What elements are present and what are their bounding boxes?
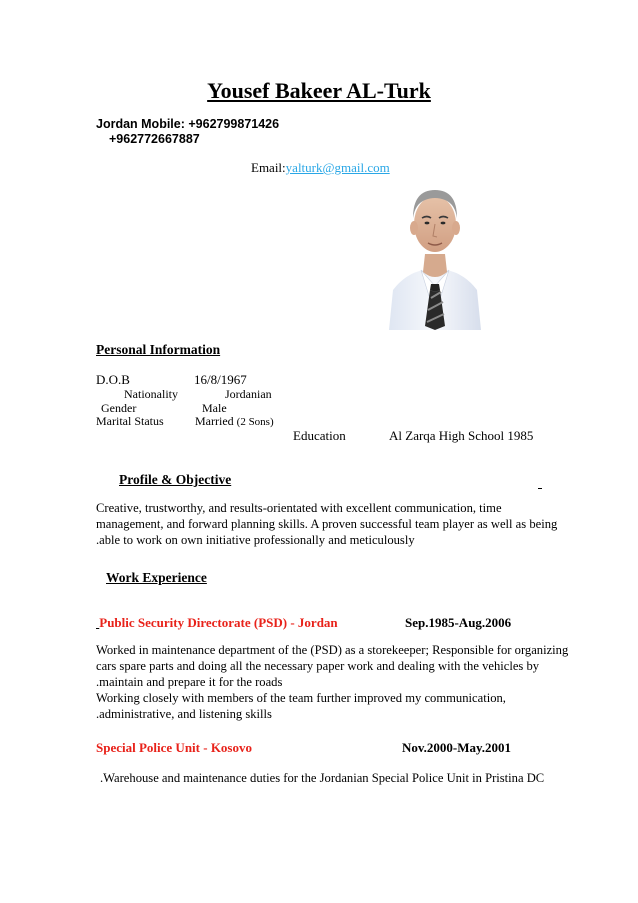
work-title: Work Experience — [106, 570, 207, 585]
job-line: Worked in maintenance department of the (PSD) as a storekeeper; Responsible for organizing — [96, 643, 569, 657]
education-label: Education — [293, 428, 346, 443]
email-link[interactable]: yalturk@gmail.com — [285, 160, 390, 175]
job-line: .Warehouse and maintenance duties for the Jordanian Special Police Unit in Pristina DC — [100, 771, 545, 785]
gender-label: Gender — [101, 401, 137, 415]
job-line: Working closely with members of the team further improved my communication, — [96, 691, 506, 705]
marital-label: Marital Status — [96, 414, 164, 428]
gender-value: Male — [202, 401, 227, 415]
email-line — [251, 160, 390, 176]
marital-value — [195, 414, 274, 429]
job-employer: Public Security Directorate (PSD) - Jordan — [99, 615, 338, 630]
profile-line: .able to work on own initiative professionally and meticulously — [96, 533, 415, 547]
mobile-line-1: Jordan Mobile: +962799871426 — [96, 117, 280, 131]
profile-paragraph — [96, 500, 556, 548]
marital-note: (2 Sons) — [236, 416, 274, 428]
job-line: cars spare parts and doing all the necessary paper work and dealing with the vehicles by — [96, 659, 540, 673]
profile-title: Profile & Objective — [119, 472, 232, 487]
job-dates: Sep.1985-Aug.2006 — [405, 615, 512, 630]
nationality-value: Jordanian — [225, 387, 272, 401]
job-dates: Nov.2000-May.2001 — [402, 740, 512, 755]
stray-mark — [538, 488, 542, 489]
nationality-label: Nationality — [124, 387, 178, 401]
profile-line: management, and forward planning skills. A proven successful team player as well as being — [96, 517, 558, 531]
marital-status: Married — [195, 414, 234, 428]
job-line: .administrative, and listening skills — [96, 707, 272, 721]
job-line: .maintain and prepare it for the roads — [96, 675, 283, 689]
candidate-name: Yousef Bakeer AL-Turk — [207, 78, 431, 103]
mobile-line-2: +962772667887 — [109, 132, 200, 146]
email-label: Email: — [251, 160, 286, 175]
profile-line: Creative, trustworthy, and results-orientated with excellent communication, time — [96, 501, 502, 515]
personal-info-title: Personal Information — [96, 342, 221, 357]
profile-photo — [385, 178, 485, 330]
dob-label: D.O.B — [96, 372, 130, 387]
job-employer: Special Police Unit - Kosovo — [96, 740, 252, 755]
job-description — [100, 770, 560, 786]
job-description — [96, 642, 569, 722]
education-value: Al Zarqa High School 1985 — [389, 428, 534, 443]
dob-value: 16/8/1967 — [194, 372, 247, 387]
